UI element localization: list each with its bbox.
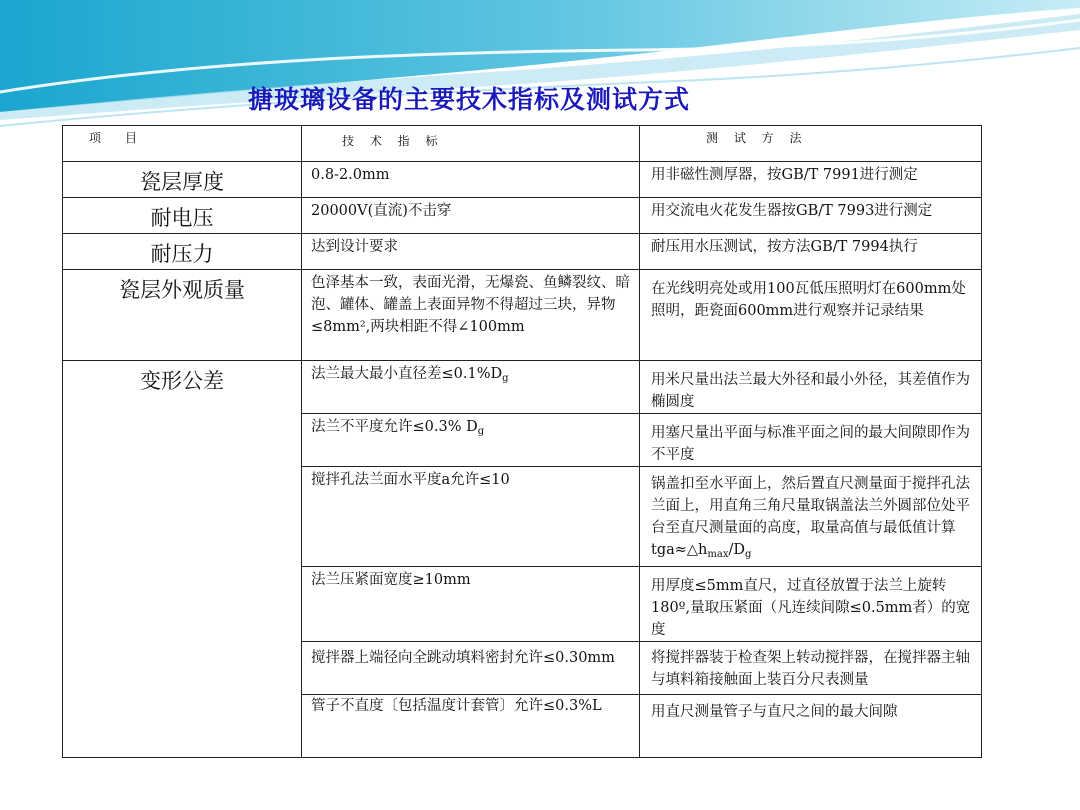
row-method: 用直尺测量管子与直尺之间的最大间隙 bbox=[640, 695, 982, 758]
table-row bbox=[63, 198, 982, 234]
method-text: 锅盖扣至水平面上，然后置直尺测量面于搅拌孔法兰面上，用直角三角尺量取锅盖法兰外圆部位处平台至直尺测量面的高度，取量高值与最低值计算tga≈△h bbox=[651, 476, 970, 558]
table-row bbox=[63, 270, 982, 361]
row-spec: 色泽基本一致，表面光滑，无爆瓷、鱼鳞裂纹、暗泡、罐体、罐盖上表面异物不得超过三块，异物≤8mm²,两块相距不得∠100mm bbox=[302, 270, 640, 361]
header-method: 测 试 方 法 bbox=[640, 126, 982, 162]
spec-text: 法兰不平度允许≤0.3% D bbox=[311, 419, 478, 435]
row-spec: 法兰压紧面宽度≥10mm bbox=[302, 567, 640, 642]
row-spec: 搅拌器上端径向全跳动填料密封允许≤0.30mm bbox=[302, 642, 640, 695]
row-method: 用非磁性测厚器，按GB/T 7991进行测定 bbox=[640, 162, 982, 198]
row-item: 瓷层外观质量 bbox=[63, 270, 302, 361]
row-method bbox=[640, 467, 982, 567]
row-method: 在光线明亮处或用100瓦低压照明灯在600mm处照明，距瓷面600mm进行观察并记录结果 bbox=[640, 270, 982, 361]
spec-text: 法兰最大最小直径差≤0.1%D bbox=[311, 366, 503, 382]
spec-subscript: g bbox=[502, 373, 509, 384]
table-row bbox=[63, 234, 982, 270]
header-item: 项 目 bbox=[63, 126, 302, 162]
row-spec: 0.8-2.0mm bbox=[302, 162, 640, 198]
row-method: 将搅拌器装于检查架上转动搅拌器，在搅拌器主轴与填料箱接触面上装百分尺表测量 bbox=[640, 642, 982, 695]
row-method: 耐压用水压测试，按方法GB/T 7994执行 bbox=[640, 234, 982, 270]
spec-subscript: g bbox=[477, 426, 485, 437]
method-text-mid: /D bbox=[728, 542, 746, 558]
row-item: 耐电压 bbox=[63, 198, 302, 234]
spec-table bbox=[62, 125, 982, 758]
row-spec: 20000V(直流)不击穿 bbox=[302, 198, 640, 234]
method-subscript: max bbox=[707, 549, 729, 560]
row-spec: 管子不直度〔包括温度计套管〕允许≤0.3%L bbox=[302, 695, 640, 758]
row-method: 用塞尺量出平面与标准平面之间的最大间隙即作为不平度 bbox=[640, 414, 982, 467]
row-spec bbox=[302, 361, 640, 414]
row-item: 耐压力 bbox=[63, 234, 302, 270]
page-title: 搪玻璃设备的主要技术指标及测试方式 bbox=[248, 85, 691, 114]
table-row bbox=[63, 162, 982, 198]
table-row bbox=[63, 361, 982, 414]
row-spec: 达到设计要求 bbox=[302, 234, 640, 270]
row-spec bbox=[302, 414, 640, 467]
row-item: 变形公差 bbox=[63, 361, 302, 758]
row-spec: 搅拌孔法兰面水平度a允许≤10 bbox=[302, 467, 640, 567]
row-method: 用交流电火花发生器按GB/T 7993进行测定 bbox=[640, 198, 982, 234]
row-item: 瓷层厚度 bbox=[63, 162, 302, 198]
row-method: 用米尺量出法兰最大外径和最小外径，其差值作为椭圆度 bbox=[640, 361, 982, 414]
row-method: 用厚度≤5mm直尺，过直径放置于法兰上旋转180º,量取压紧面（凡连续间隙≤0.5mm者）的宽度 bbox=[640, 567, 982, 642]
header-spec: 技 术 指 标 bbox=[302, 126, 640, 162]
table-header-row bbox=[63, 126, 982, 162]
method-subscript-2: g bbox=[745, 549, 752, 560]
